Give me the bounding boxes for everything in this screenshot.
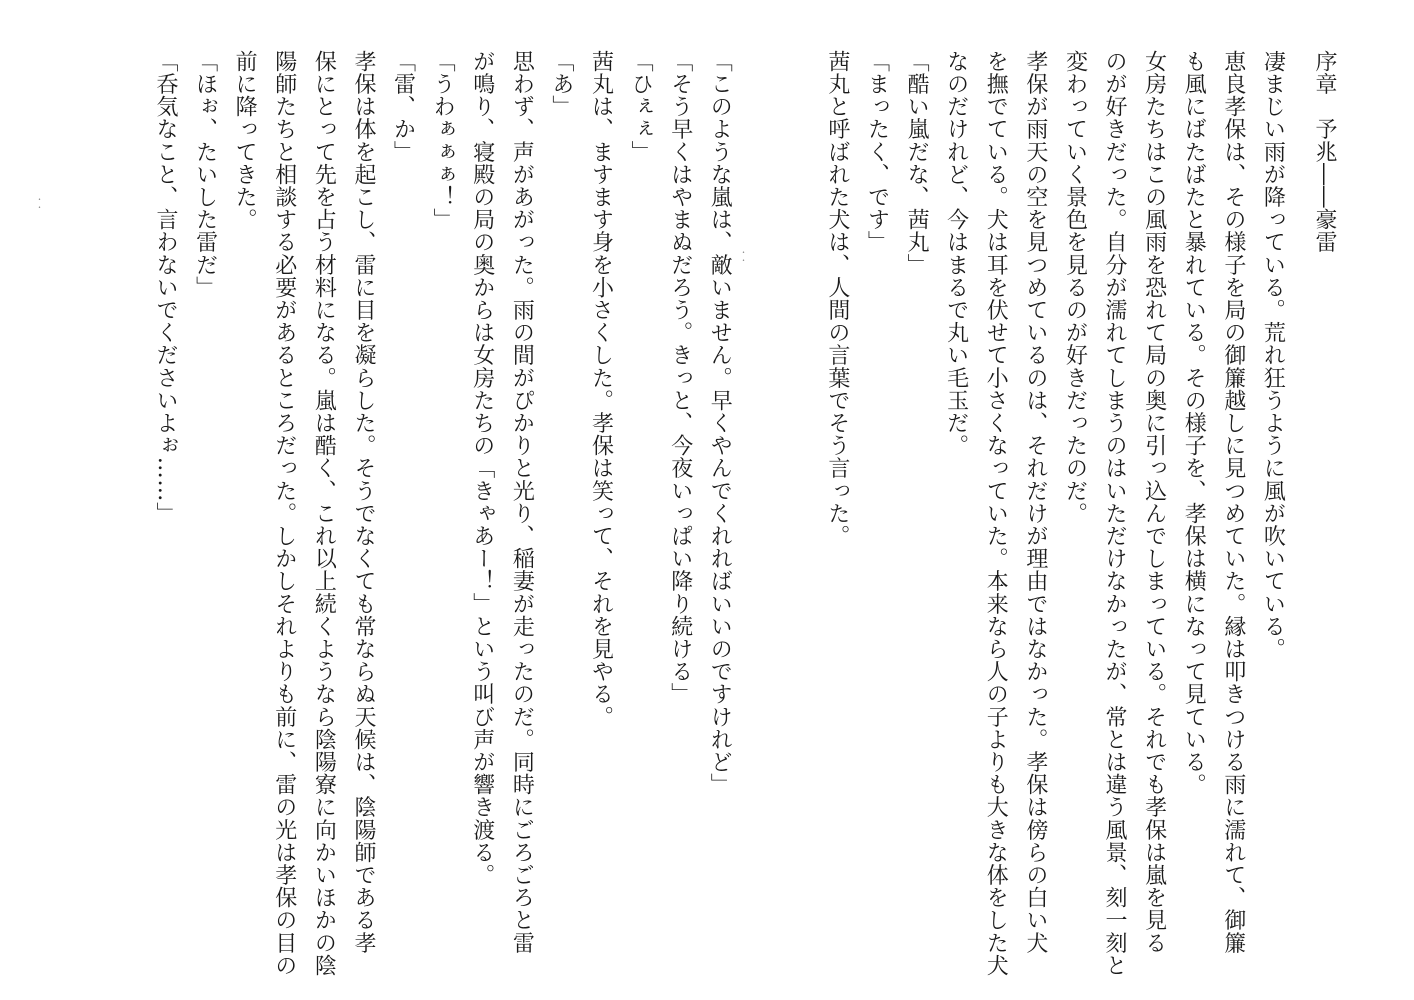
- dialogue-line: 「あ」: [548, 50, 574, 118]
- chapter-title: 序章 予兆――豪雷: [1312, 50, 1337, 254]
- text-line: 茜丸は、ますます身を小さくした。孝保は笑って、それを見やる。: [588, 50, 614, 728]
- text-line: 孝保は体を起こし、雷に目を凝らした。そうでなくても常ならぬ天候は、陰陽師である孝: [350, 50, 376, 954]
- text-line: 保にとって先を占う材料になる。嵐は酷く、これ以上続くようなら陰陽寮に向かいほかの陰: [311, 50, 337, 977]
- text-line: も風にばたばたと暴れている。その様子を、孝保は横になって見ている。: [1181, 50, 1207, 796]
- dialogue-line: 「このような嵐は、敵いません。早くやんでくれればいいのですけれど」: [707, 50, 733, 796]
- vertical-text-body: [145, 50, 1344, 977]
- scan-mark: ・・: [35, 195, 44, 211]
- text-line: 変わっていく景色を見るのが好きだったのだ。: [1062, 50, 1088, 525]
- dialogue-line: 「ひぇぇ」: [628, 50, 654, 163]
- dialogue-line: 「呑気なこと、言わないでくださいよぉ……」: [152, 50, 178, 525]
- text-line: が鳴り、寝殿の局の奥からは女房たちの「きゃあー！」という叫び声が響き渡る。: [469, 50, 495, 887]
- section-gap: [739, 50, 817, 930]
- scan-mark: ・・: [739, 248, 748, 264]
- text-line: 思わず、声があがった。雨の間がぴかりと光り、稲妻が走ったのだ。同時にごろごろと雷: [509, 50, 535, 954]
- dialogue-line: 「雷、か」: [390, 50, 416, 163]
- text-line: 凄まじい雨が降っている。荒れ狂うように風が吹いている。: [1260, 50, 1286, 661]
- text-line: なのだけれど、今はまるで丸い毛玉だ。: [943, 50, 969, 457]
- text-line: 前に降ってきた。: [232, 50, 258, 231]
- text-line: のが好きだった。自分が濡れてしまうのはいただけなかったが、常とは違う風景、刻一刻と: [1102, 50, 1128, 977]
- text-line: 茜丸と呼ばれた犬は、人間の言葉でそう言った。: [824, 50, 850, 548]
- text-line: 恵良孝保は、その様子を局の御簾越しに見つめていた。縁は叩きつける雨に濡れて、御簾: [1220, 50, 1246, 954]
- text-line: 孝保が雨天の空を見つめているのは、それだけが理由ではなかった。孝保は傍らの白い犬: [1022, 50, 1048, 954]
- text-line: 女房たちはこの風雨を恐れて局の奥に引っ込んでしまっている。それでも孝保は嵐を見る: [1141, 50, 1167, 954]
- text-line: 陽師たちと相談する必要があるところだった。しかしそれよりも前に、雷の光は孝保の目の: [271, 50, 297, 977]
- dialogue-line: 「うわぁぁぁ！」: [430, 50, 456, 231]
- text-line: を撫でている。犬は耳を伏せて小さくなっていた。本来なら人の子よりも大きな体をした犬: [983, 50, 1009, 977]
- dialogue-line: 「酷い嵐だな、茜丸」: [904, 50, 930, 276]
- dialogue-line: 「そう早くはやまぬだろう。きっと、今夜いっぱい降り続ける」: [667, 50, 693, 706]
- dialogue-line: 「ほぉ、たいした雷だ」: [192, 50, 218, 299]
- dialogue-line: 「まったく、です」: [864, 50, 890, 254]
